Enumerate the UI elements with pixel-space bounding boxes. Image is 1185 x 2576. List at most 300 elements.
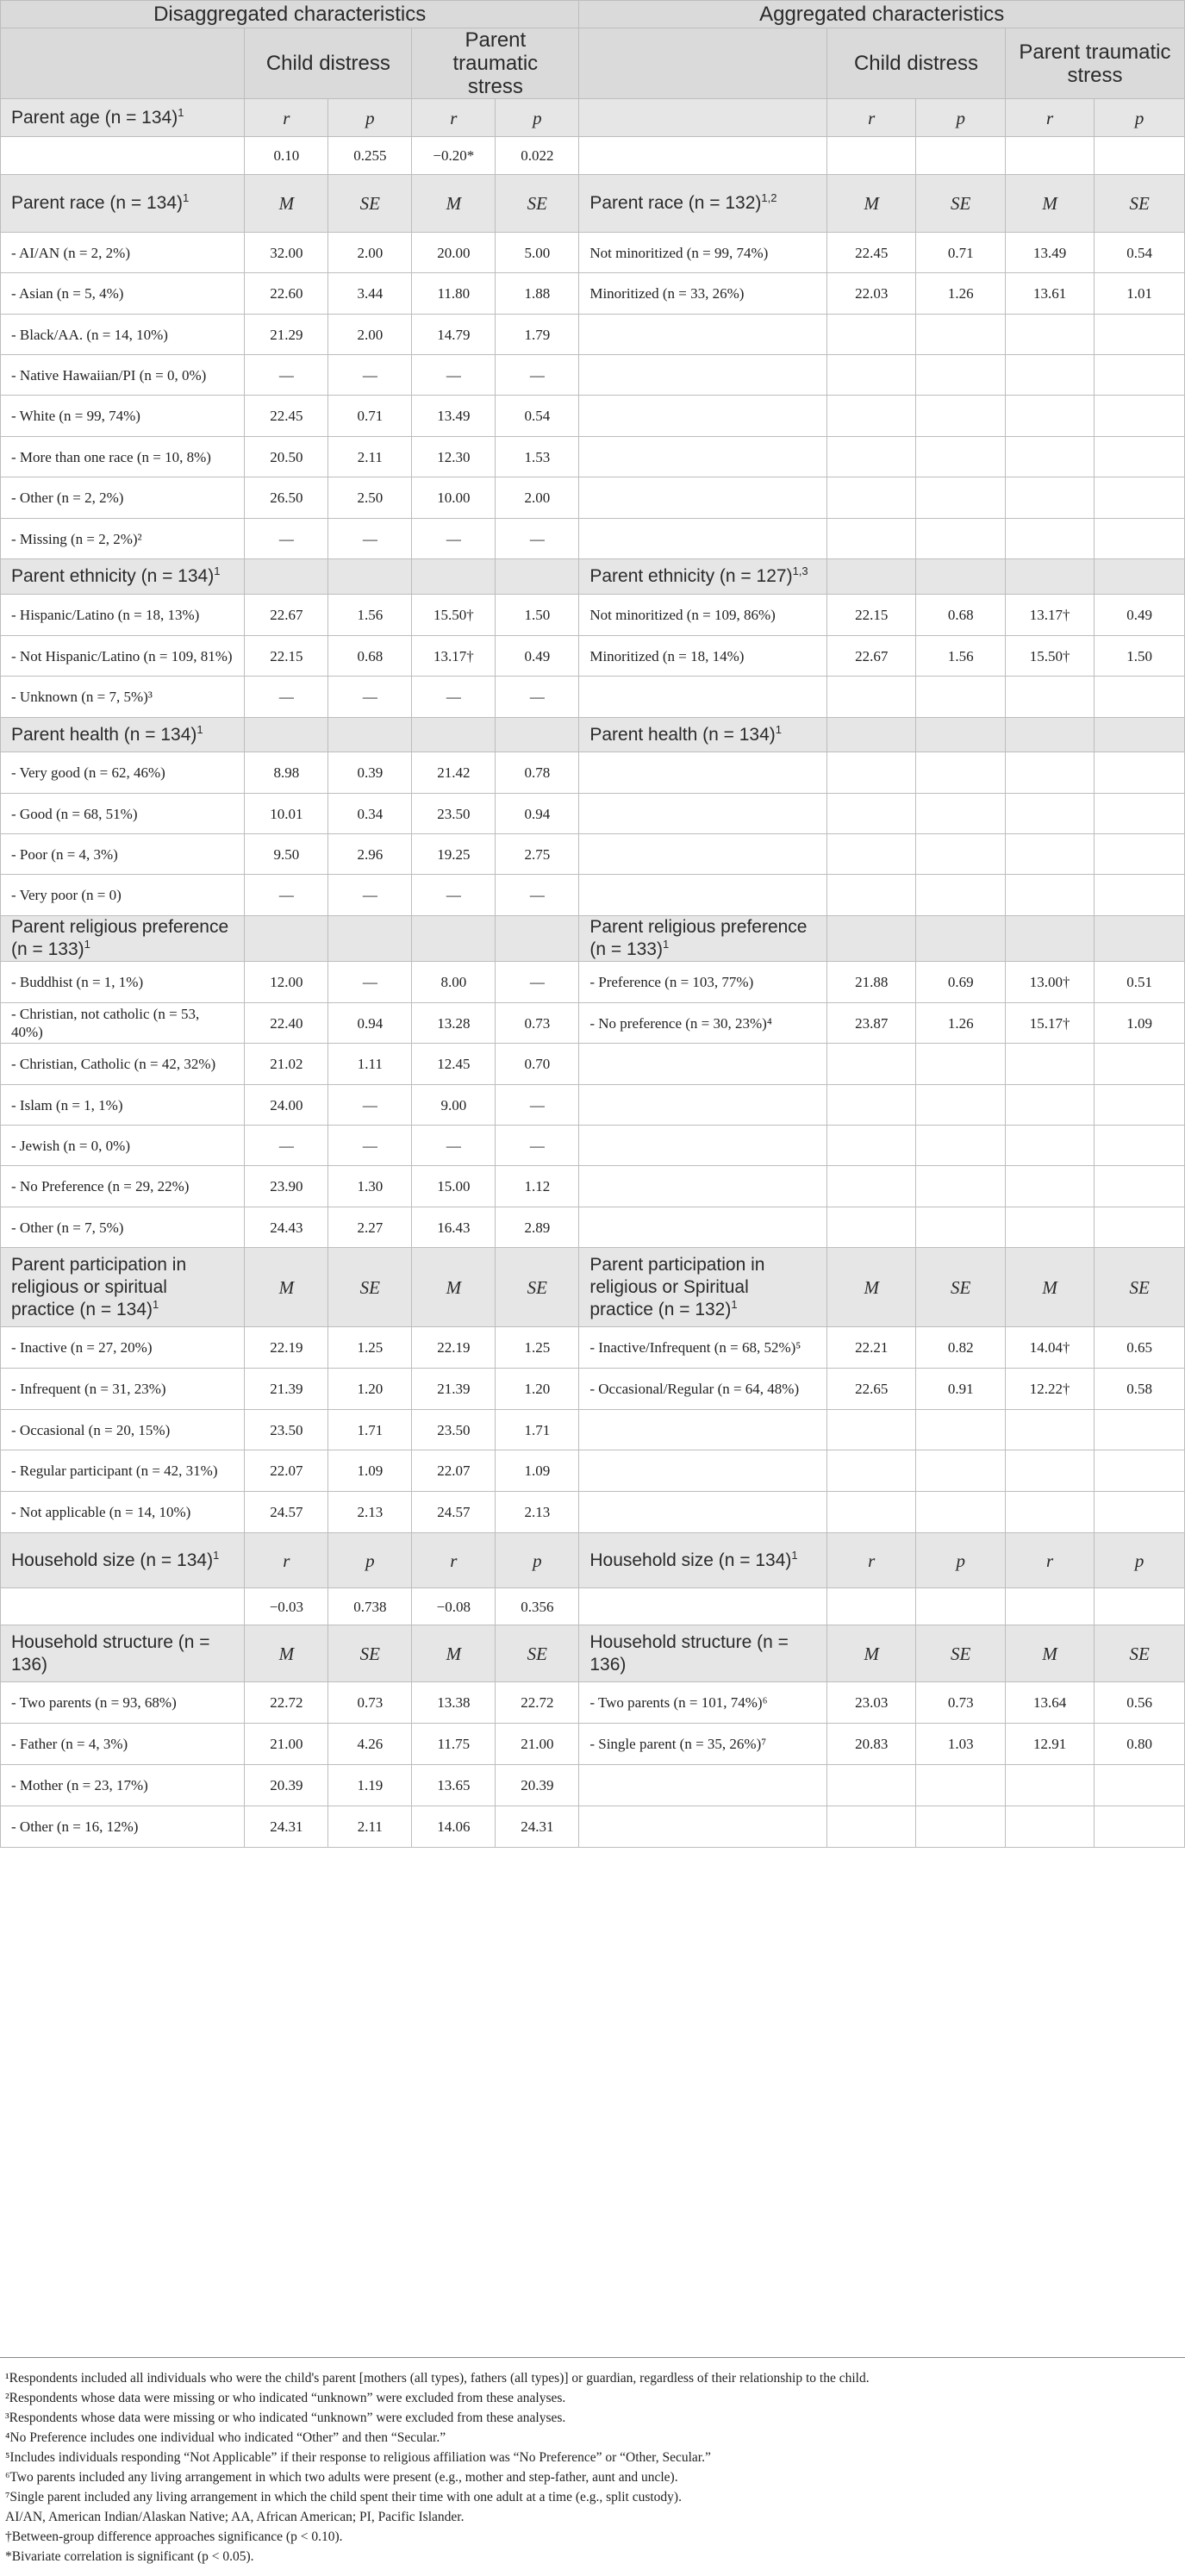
left-value-cell: — bbox=[496, 355, 579, 396]
left-section-footnote-ref: 1 bbox=[214, 564, 221, 577]
left-value-cell: — bbox=[328, 1085, 412, 1126]
section-header-row bbox=[1, 175, 1185, 233]
left-value-cell: 22.07 bbox=[245, 1450, 328, 1492]
left-category-label: - More than one race (n = 10, 8%) bbox=[1, 437, 245, 477]
right-category-label: - Preference (n = 103, 77%) bbox=[579, 962, 827, 1003]
right-category-label: - Inactive/Infrequent (n = 68, 52%)⁵ bbox=[579, 1327, 827, 1369]
left-value-cell: 1.09 bbox=[496, 1450, 579, 1492]
left-section-title: Parent age (n = 134) bbox=[11, 107, 178, 128]
right-category-label: - Two parents (n = 101, 74%)⁶ bbox=[579, 1682, 827, 1724]
right-value-cell: 1.26 bbox=[916, 273, 1005, 315]
right-category-label bbox=[579, 437, 827, 477]
right-stat-header bbox=[916, 718, 1005, 752]
right-section-label bbox=[579, 1533, 827, 1588]
left-value-cell: −0.20* bbox=[412, 137, 496, 175]
left-stat-header: SE bbox=[328, 1625, 412, 1682]
table-row bbox=[1, 1806, 1185, 1848]
left-value-cell: 22.15 bbox=[245, 636, 328, 677]
right-value-cell bbox=[1005, 875, 1094, 916]
right-value-cell: 0.54 bbox=[1095, 233, 1185, 273]
left-category-label: - Christian, Catholic (n = 42, 32%) bbox=[1, 1044, 245, 1085]
left-section-label bbox=[1, 1533, 245, 1588]
right-value-cell bbox=[916, 477, 1005, 519]
left-category-label: - White (n = 99, 74%) bbox=[1, 396, 245, 437]
left-value-cell: 20.50 bbox=[245, 437, 328, 477]
left-category-label: - Very poor (n = 0) bbox=[1, 875, 245, 916]
footnote: †Between-group difference approaches significance (p < 0.10). bbox=[5, 2529, 343, 2544]
left-value-cell: 1.11 bbox=[328, 1044, 412, 1085]
right-category-label: - No preference (n = 30, 23%)⁴ bbox=[579, 1003, 827, 1044]
footnote: ³Respondents whose data were missing or who indicated “unknown” were excluded from these analyses. bbox=[5, 2411, 566, 2425]
left-value-cell: 0.022 bbox=[496, 137, 579, 175]
right-stat-header: SE bbox=[916, 1625, 1005, 1682]
table-row bbox=[1, 1207, 1185, 1248]
right-stat-header: M bbox=[1005, 1625, 1094, 1682]
left-stat-header: r bbox=[245, 99, 328, 137]
left-group-header: Disaggregated characteristics bbox=[1, 1, 579, 28]
table-row bbox=[1, 137, 1185, 175]
right-section-footnote-ref: 1 bbox=[731, 1297, 738, 1311]
left-value-cell: 1.71 bbox=[328, 1410, 412, 1450]
right-section-title: Household structure (n = 136) bbox=[589, 1631, 789, 1675]
right-category-label: Not minoritized (n = 109, 86%) bbox=[579, 595, 827, 636]
left-category-label: - Good (n = 68, 51%) bbox=[1, 794, 245, 834]
left-value-cell: 0.71 bbox=[328, 396, 412, 437]
right-section-title: Parent health (n = 134) bbox=[589, 724, 776, 745]
left-value-cell: 22.72 bbox=[245, 1682, 328, 1724]
left-category-label: - Native Hawaiian/PI (n = 0, 0%) bbox=[1, 355, 245, 396]
right-value-cell bbox=[1005, 1450, 1094, 1492]
left-value-cell: −0.03 bbox=[245, 1588, 328, 1625]
left-stat-header: p bbox=[328, 99, 412, 137]
right-value-cell bbox=[1005, 355, 1094, 396]
left-value-cell: — bbox=[496, 875, 579, 916]
right-value-cell bbox=[916, 315, 1005, 355]
table-row bbox=[1, 834, 1185, 875]
left-value-cell: 19.25 bbox=[412, 834, 496, 875]
left-stat-header bbox=[245, 718, 328, 752]
right-category-label bbox=[579, 1044, 827, 1085]
right-stat-header: M bbox=[1005, 175, 1094, 233]
right-value-cell bbox=[1095, 677, 1185, 718]
right-section-title: Parent religious preference (n = 133) bbox=[589, 917, 808, 959]
right-section-footnote-ref: 1 bbox=[791, 1548, 798, 1562]
right-value-cell: 22.15 bbox=[827, 595, 916, 636]
left-value-cell: 24.57 bbox=[245, 1492, 328, 1533]
left-value-cell: 24.00 bbox=[245, 1085, 328, 1126]
left-category-label: - Other (n = 2, 2%) bbox=[1, 477, 245, 519]
right-value-cell bbox=[827, 1410, 916, 1450]
left-value-cell: 22.40 bbox=[245, 1003, 328, 1044]
right-value-cell bbox=[1095, 477, 1185, 519]
right-value-cell bbox=[827, 1450, 916, 1492]
right-value-cell: 21.88 bbox=[827, 962, 916, 1003]
left-value-cell: 1.09 bbox=[328, 1450, 412, 1492]
left-category-label: - Unknown (n = 7, 5%)³ bbox=[1, 677, 245, 718]
left-section-label bbox=[1, 1248, 245, 1327]
table-row bbox=[1, 962, 1185, 1003]
right-category-label bbox=[579, 834, 827, 875]
right-value-cell bbox=[1005, 1410, 1094, 1450]
left-stat-header: SE bbox=[496, 1248, 579, 1327]
right-category-label bbox=[579, 355, 827, 396]
left-value-cell: 1.79 bbox=[496, 315, 579, 355]
left-category-label: - Mother (n = 23, 17%) bbox=[1, 1765, 245, 1806]
section-header-row bbox=[1, 99, 1185, 137]
right-category-label: Minoritized (n = 33, 26%) bbox=[579, 273, 827, 315]
section-header-row bbox=[1, 559, 1185, 595]
right-value-cell bbox=[827, 355, 916, 396]
right-section-footnote-ref: 1,3 bbox=[792, 564, 808, 577]
left-value-cell: — bbox=[245, 677, 328, 718]
left-value-cell: 5.00 bbox=[496, 233, 579, 273]
right-value-cell bbox=[827, 1588, 916, 1625]
right-value-cell: 13.49 bbox=[1005, 233, 1094, 273]
left-stat-header: p bbox=[496, 99, 579, 137]
left-value-cell: — bbox=[245, 519, 328, 559]
right-value-cell bbox=[1005, 396, 1094, 437]
left-stat-header bbox=[412, 559, 496, 595]
right-stat-header bbox=[1005, 559, 1094, 595]
right-category-label bbox=[579, 519, 827, 559]
left-section-footnote-ref: 1 bbox=[178, 105, 184, 119]
left-section-title: Parent participation in religious or spiritual practice (n = 134) bbox=[11, 1254, 187, 1319]
table-row bbox=[1, 1327, 1185, 1369]
right-category-label: Minoritized (n = 18, 14%) bbox=[579, 636, 827, 677]
left-value-cell: 21.42 bbox=[412, 752, 496, 794]
right-stat-header: M bbox=[827, 175, 916, 233]
right-value-cell: 15.50† bbox=[1005, 636, 1094, 677]
right-category-label bbox=[579, 677, 827, 718]
section-header-row bbox=[1, 916, 1185, 962]
right-category-label bbox=[579, 1765, 827, 1806]
right-value-cell: 23.03 bbox=[827, 1682, 916, 1724]
right-value-cell bbox=[916, 519, 1005, 559]
right-stat-header bbox=[1095, 916, 1185, 962]
left-value-cell: 8.00 bbox=[412, 962, 496, 1003]
left-value-cell: 1.25 bbox=[496, 1327, 579, 1369]
right-value-cell: 13.00† bbox=[1005, 962, 1094, 1003]
right-value-cell bbox=[1005, 752, 1094, 794]
left-value-cell: 1.20 bbox=[328, 1369, 412, 1410]
left-section-label bbox=[1, 99, 245, 137]
right-value-cell: 23.87 bbox=[827, 1003, 916, 1044]
left-value-cell: 23.50 bbox=[412, 1410, 496, 1450]
right-value-cell: 22.03 bbox=[827, 273, 916, 315]
right-value-cell: 0.68 bbox=[916, 595, 1005, 636]
right-value-cell: 0.73 bbox=[916, 1682, 1005, 1724]
left-value-cell: 2.13 bbox=[328, 1492, 412, 1533]
right-value-cell bbox=[1005, 794, 1094, 834]
left-value-cell: 21.29 bbox=[245, 315, 328, 355]
left-value-cell: — bbox=[412, 355, 496, 396]
section-header-row bbox=[1, 1533, 1185, 1588]
right-stat-header bbox=[827, 916, 916, 962]
right-value-cell bbox=[916, 1410, 1005, 1450]
left-value-cell: 0.78 bbox=[496, 752, 579, 794]
right-value-cell bbox=[827, 315, 916, 355]
left-value-cell: 26.50 bbox=[245, 477, 328, 519]
right-value-cell bbox=[1095, 1588, 1185, 1625]
left-stat-header bbox=[245, 916, 328, 962]
right-value-cell bbox=[916, 355, 1005, 396]
left-value-cell: 2.50 bbox=[328, 477, 412, 519]
table-row bbox=[1, 677, 1185, 718]
right-group-header: Aggregated characteristics bbox=[579, 1, 1185, 28]
right-value-cell bbox=[916, 1492, 1005, 1533]
right-value-cell: 13.61 bbox=[1005, 273, 1094, 315]
blank-header-cell bbox=[1, 28, 245, 99]
right-value-cell bbox=[1095, 834, 1185, 875]
right-value-cell bbox=[1095, 1450, 1185, 1492]
table-row bbox=[1, 1126, 1185, 1166]
left-section-title: Parent health (n = 134) bbox=[11, 724, 197, 745]
section-header-row bbox=[1, 718, 1185, 752]
right-value-cell bbox=[1005, 1207, 1094, 1248]
parent-stress-header: Parent traumatic stress bbox=[412, 28, 579, 99]
left-category-label: - Not applicable (n = 14, 10%) bbox=[1, 1492, 245, 1533]
left-category-label: - Islam (n = 1, 1%) bbox=[1, 1085, 245, 1126]
left-section-label bbox=[1, 916, 245, 962]
left-value-cell: 0.94 bbox=[496, 794, 579, 834]
left-value-cell: — bbox=[245, 1126, 328, 1166]
right-value-cell bbox=[1005, 1492, 1094, 1533]
left-stat-header: M bbox=[412, 1248, 496, 1327]
left-value-cell: 22.72 bbox=[496, 1682, 579, 1724]
table-row bbox=[1, 1492, 1185, 1533]
right-value-cell bbox=[1095, 875, 1185, 916]
right-category-label bbox=[579, 1410, 827, 1450]
right-value-cell bbox=[1095, 137, 1185, 175]
right-value-cell bbox=[1095, 1044, 1185, 1085]
table-row bbox=[1, 1044, 1185, 1085]
footnote: ⁷Single parent included any living arrangement in which the child spent their time with one adult at a time (e.g., split custody). bbox=[5, 2490, 682, 2504]
left-value-cell: 22.19 bbox=[412, 1327, 496, 1369]
right-value-cell bbox=[827, 834, 916, 875]
table-row bbox=[1, 519, 1185, 559]
left-value-cell: 2.00 bbox=[328, 315, 412, 355]
left-category-label: - Occasional (n = 20, 15%) bbox=[1, 1410, 245, 1450]
right-stat-header: r bbox=[1005, 1533, 1094, 1588]
left-value-cell: — bbox=[412, 677, 496, 718]
right-value-cell bbox=[827, 437, 916, 477]
right-value-cell: 0.56 bbox=[1095, 1682, 1185, 1724]
table-row bbox=[1, 315, 1185, 355]
left-category-label: - Poor (n = 4, 3%) bbox=[1, 834, 245, 875]
right-value-cell bbox=[1005, 834, 1094, 875]
right-value-cell bbox=[916, 396, 1005, 437]
footnote: ⁶Two parents included any living arrangement in which two adults were present (e.g., mother and step-father, aunt and uncle). bbox=[5, 2470, 678, 2485]
right-stat-header: SE bbox=[1095, 175, 1185, 233]
right-value-cell: 13.17† bbox=[1005, 595, 1094, 636]
left-category-label: - Jewish (n = 0, 0%) bbox=[1, 1126, 245, 1166]
left-value-cell: 20.00 bbox=[412, 233, 496, 273]
left-value-cell: 10.01 bbox=[245, 794, 328, 834]
table-row bbox=[1, 1003, 1185, 1044]
left-value-cell: 24.31 bbox=[496, 1806, 579, 1848]
right-value-cell bbox=[916, 1588, 1005, 1625]
child-distress-header: Child distress bbox=[245, 28, 412, 99]
measure-header-row bbox=[1, 28, 1185, 99]
table-row bbox=[1, 794, 1185, 834]
right-category-label bbox=[579, 794, 827, 834]
right-stat-header bbox=[916, 916, 1005, 962]
right-stat-header bbox=[916, 559, 1005, 595]
section-header-row bbox=[1, 1625, 1185, 1682]
left-value-cell: — bbox=[328, 519, 412, 559]
right-value-cell: 1.09 bbox=[1095, 1003, 1185, 1044]
left-value-cell: 21.39 bbox=[245, 1369, 328, 1410]
right-value-cell bbox=[1095, 1492, 1185, 1533]
left-value-cell: 1.71 bbox=[496, 1410, 579, 1450]
left-category-label: - Other (n = 7, 5%) bbox=[1, 1207, 245, 1248]
left-stat-header bbox=[496, 916, 579, 962]
right-category-label: Not minoritized (n = 99, 74%) bbox=[579, 233, 827, 273]
right-stat-header bbox=[1005, 718, 1094, 752]
right-section-footnote-ref: 1 bbox=[662, 938, 670, 951]
right-value-cell: 22.21 bbox=[827, 1327, 916, 1369]
left-stat-header: r bbox=[412, 1533, 496, 1588]
table-row bbox=[1, 1588, 1185, 1625]
right-value-cell bbox=[1005, 1044, 1094, 1085]
left-value-cell: — bbox=[245, 875, 328, 916]
right-category-label: - Occasional/Regular (n = 64, 48%) bbox=[579, 1369, 827, 1410]
left-value-cell: 2.27 bbox=[328, 1207, 412, 1248]
table-row bbox=[1, 752, 1185, 794]
right-value-cell: 14.04† bbox=[1005, 1327, 1094, 1369]
left-value-cell: 1.88 bbox=[496, 273, 579, 315]
table-row bbox=[1, 396, 1185, 437]
left-category-label: - AI/AN (n = 2, 2%) bbox=[1, 233, 245, 273]
left-category-label: - Hispanic/Latino (n = 18, 13%) bbox=[1, 595, 245, 636]
left-value-cell: 0.73 bbox=[328, 1682, 412, 1724]
right-value-cell: 22.67 bbox=[827, 636, 916, 677]
right-value-cell bbox=[916, 834, 1005, 875]
right-value-cell bbox=[827, 1044, 916, 1085]
left-value-cell: — bbox=[412, 519, 496, 559]
right-value-cell bbox=[1005, 1085, 1094, 1126]
right-value-cell bbox=[1095, 396, 1185, 437]
left-value-cell: 0.356 bbox=[496, 1588, 579, 1625]
left-value-cell: 2.75 bbox=[496, 834, 579, 875]
right-value-cell bbox=[1095, 437, 1185, 477]
right-value-cell bbox=[1095, 315, 1185, 355]
left-section-title: Parent ethnicity (n = 134) bbox=[11, 566, 215, 586]
left-stat-header: M bbox=[245, 175, 328, 233]
right-value-cell: 1.03 bbox=[916, 1724, 1005, 1765]
left-stat-header bbox=[496, 559, 579, 595]
left-category-label: - No Preference (n = 29, 22%) bbox=[1, 1166, 245, 1207]
footnote: AI/AN, American Indian/Alaskan Native; AA, African American; PI, Pacific Islander. bbox=[5, 2510, 465, 2524]
right-value-cell bbox=[1005, 1806, 1094, 1848]
left-value-cell: 21.00 bbox=[496, 1724, 579, 1765]
left-value-cell: 2.11 bbox=[328, 437, 412, 477]
right-category-label bbox=[579, 1166, 827, 1207]
right-value-cell: 1.01 bbox=[1095, 273, 1185, 315]
left-stat-header: SE bbox=[328, 175, 412, 233]
left-value-cell: 3.44 bbox=[328, 273, 412, 315]
right-value-cell bbox=[916, 437, 1005, 477]
left-section-label bbox=[1, 1625, 245, 1682]
left-value-cell: 11.80 bbox=[412, 273, 496, 315]
right-category-label bbox=[579, 752, 827, 794]
right-value-cell bbox=[916, 137, 1005, 175]
left-value-cell: 32.00 bbox=[245, 233, 328, 273]
right-value-cell: 13.64 bbox=[1005, 1682, 1094, 1724]
left-section-footnote-ref: 1 bbox=[153, 1297, 159, 1311]
left-category-label: - Not Hispanic/Latino (n = 109, 81%) bbox=[1, 636, 245, 677]
left-value-cell: 12.30 bbox=[412, 437, 496, 477]
footnote: ⁴No Preference includes one individual who indicated “Other” and then “Secular.” bbox=[5, 2430, 446, 2445]
right-value-cell: 0.71 bbox=[916, 233, 1005, 273]
left-value-cell: 0.68 bbox=[328, 636, 412, 677]
left-value-cell: 0.255 bbox=[328, 137, 412, 175]
left-value-cell: 1.56 bbox=[328, 595, 412, 636]
right-category-label bbox=[579, 1588, 827, 1625]
left-value-cell: 20.39 bbox=[245, 1765, 328, 1806]
right-value-cell: 12.22† bbox=[1005, 1369, 1094, 1410]
right-value-cell: 22.45 bbox=[827, 233, 916, 273]
table-row bbox=[1, 1369, 1185, 1410]
right-value-cell: 12.91 bbox=[1005, 1724, 1094, 1765]
table-row bbox=[1, 1682, 1185, 1724]
left-stat-header bbox=[328, 916, 412, 962]
right-stat-header bbox=[827, 718, 916, 752]
right-stat-header bbox=[827, 559, 916, 595]
right-value-cell bbox=[827, 1085, 916, 1126]
right-value-cell bbox=[916, 677, 1005, 718]
left-value-cell: 0.39 bbox=[328, 752, 412, 794]
left-stat-header bbox=[245, 559, 328, 595]
table-footnotes bbox=[0, 2357, 1185, 2567]
right-stat-header: M bbox=[1005, 1248, 1094, 1327]
right-value-cell bbox=[1095, 794, 1185, 834]
right-value-cell bbox=[1005, 1588, 1094, 1625]
right-value-cell bbox=[827, 794, 916, 834]
left-value-cell: 12.00 bbox=[245, 962, 328, 1003]
left-value-cell: 0.10 bbox=[245, 137, 328, 175]
left-value-cell: — bbox=[245, 355, 328, 396]
left-value-cell: 0.34 bbox=[328, 794, 412, 834]
left-value-cell: 0.49 bbox=[496, 636, 579, 677]
left-value-cell: 0.738 bbox=[328, 1588, 412, 1625]
table-row bbox=[1, 1765, 1185, 1806]
right-value-cell bbox=[1005, 1126, 1094, 1166]
right-stat-header bbox=[1095, 559, 1185, 595]
left-value-cell: 13.49 bbox=[412, 396, 496, 437]
left-category-label: - Regular participant (n = 42, 31%) bbox=[1, 1450, 245, 1492]
left-value-cell: 1.25 bbox=[328, 1327, 412, 1369]
left-value-cell: 12.45 bbox=[412, 1044, 496, 1085]
left-stat-header: M bbox=[412, 1625, 496, 1682]
left-value-cell: — bbox=[412, 875, 496, 916]
right-value-cell bbox=[1095, 1806, 1185, 1848]
left-value-cell: — bbox=[496, 677, 579, 718]
right-value-cell bbox=[916, 752, 1005, 794]
right-section-title: Parent participation in religious or Spiritual practice (n = 132) bbox=[589, 1254, 765, 1319]
right-section-label bbox=[579, 559, 827, 595]
right-section-label bbox=[579, 1248, 827, 1327]
left-section-title: Parent religious preference (n = 133) bbox=[11, 917, 229, 959]
table-row bbox=[1, 437, 1185, 477]
right-value-cell bbox=[916, 1450, 1005, 1492]
table-row bbox=[1, 1085, 1185, 1126]
right-stat-header: r bbox=[827, 1533, 916, 1588]
left-section-footnote-ref: 1 bbox=[84, 938, 90, 951]
right-value-cell bbox=[827, 677, 916, 718]
right-value-cell: 0.51 bbox=[1095, 962, 1185, 1003]
left-value-cell: 14.06 bbox=[412, 1806, 496, 1848]
